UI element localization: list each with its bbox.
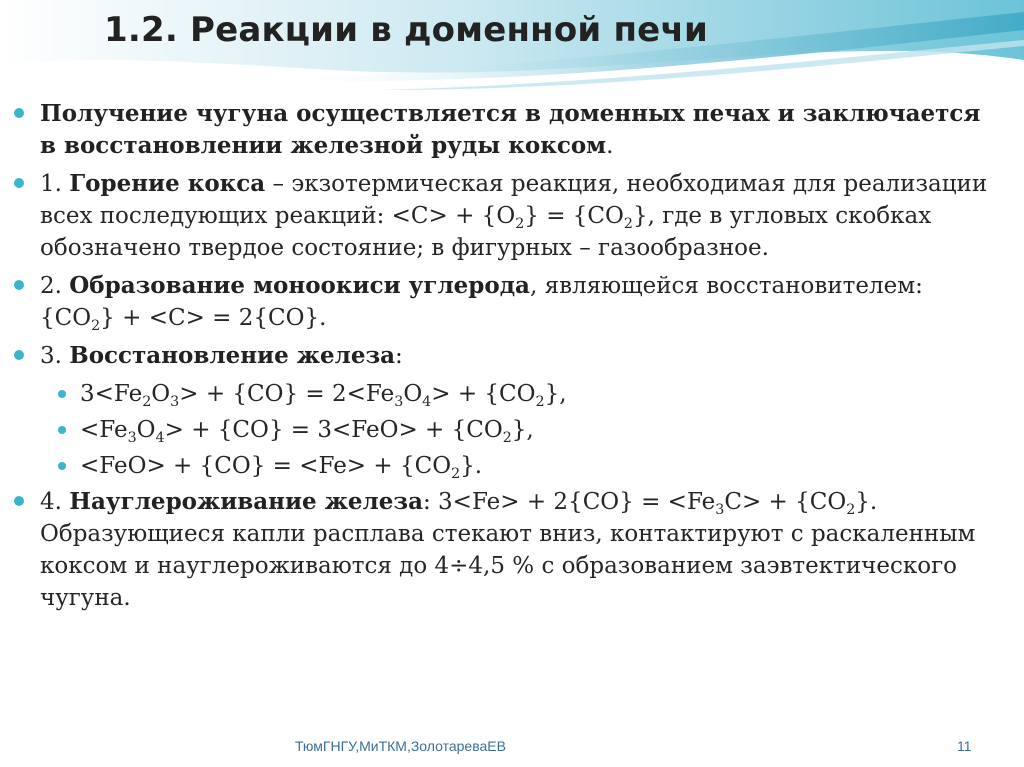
sub-bullet-icon bbox=[58, 426, 66, 434]
slide-body bbox=[14, 98, 1004, 620]
bullet-icon bbox=[14, 108, 24, 118]
list-item: 3. Восстановление железа: bbox=[14, 340, 1004, 372]
sub-bullet-icon bbox=[58, 462, 66, 470]
footer-text: ТюмГНГУ,МиТКМ,ЗолотареваЕВ bbox=[295, 738, 506, 754]
list-item: Получение чугуна осуществляется в доменных печах и заключается в восстановлении железной руды коксом. bbox=[14, 98, 1004, 162]
sub-bullet-icon bbox=[58, 390, 66, 398]
equation-item: $3<Fe_2O_3> + \{CO\} = 2<Fe_3O_4> + \{CO_2\}$, bbox=[14, 378, 1004, 410]
bullet-icon bbox=[14, 350, 24, 360]
bold-text: Получение чугуна осуществляется в доменных печах и заключается в восстановлении железной руды коксом bbox=[40, 100, 981, 159]
list-item: 4. Науглероживание железа: $3<Fe> + 2\{CO\} = <Fe_3C> + \{CO_2\}$. Образующиеся капли расплава стекают вниз, контактируют с раскаленным коксом и науглероживаются до 4÷4,5 % с образованием заэвтектического чугуна. bbox=[14, 486, 1004, 614]
page-number: 11 bbox=[957, 738, 972, 754]
slide-title: 1.2. Реакции в доменной печи bbox=[104, 10, 709, 50]
bullet-icon bbox=[14, 178, 24, 188]
list-item: 2. Образование моноокиси углерода, являющейся восстановителем: $\{CO_2\} + <C> = 2\{CO\}$. bbox=[14, 270, 1004, 334]
bold-text: Восстановление железа bbox=[69, 342, 396, 369]
bold-text: Горение кокса bbox=[69, 170, 266, 197]
equation-item: $<FeO> + \{CO\} = <Fe> + \{CO_2\}$. bbox=[14, 450, 1004, 482]
bold-text: Образование моноокиси углерода bbox=[69, 272, 530, 299]
bold-text: Науглероживание железа bbox=[69, 488, 423, 515]
list-item: 1. Горение кокса – экзотермическая реакция, необходимая для реализации всех последующих реакций: $<C> + \{O_2\} = \{CO_2\}$, где в угловых скобках обозначено твердое состояние; в фигурных – газообразное. bbox=[14, 168, 1004, 264]
equation-item: $<Fe_3O_4> + \{CO\} = 3<FeO> + \{CO_2\}$, bbox=[14, 414, 1004, 446]
bullet-icon bbox=[14, 280, 24, 290]
bullet-icon bbox=[14, 496, 24, 506]
